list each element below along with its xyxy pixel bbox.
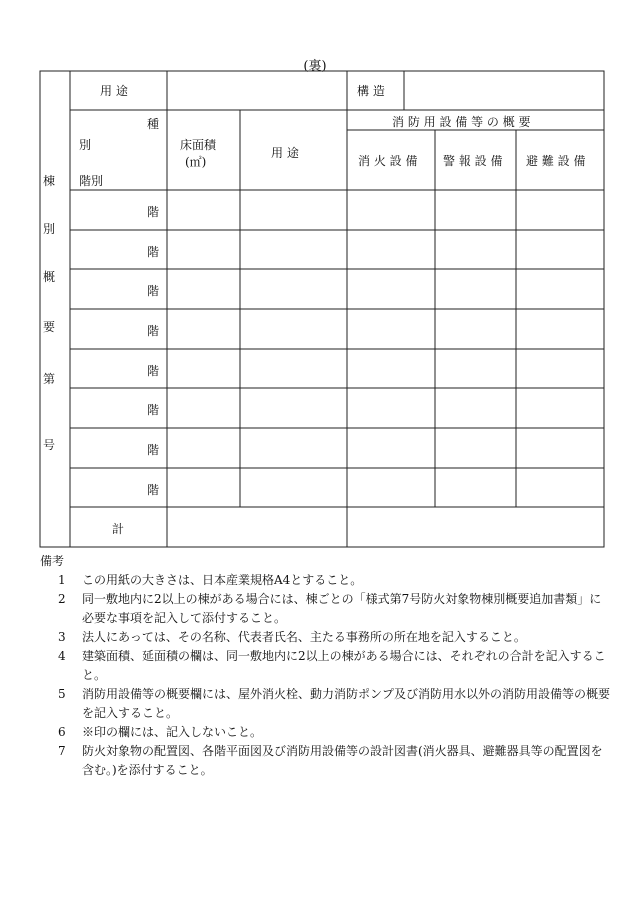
note-item [40,723,610,742]
note-number: 6 [58,725,66,739]
floor-row-label: 階 [147,364,160,378]
evacuation-equipment-header: 避 難 設 備 [526,154,586,168]
usage-column-header: 用 途 [271,146,299,160]
note-number: 4 [58,649,66,663]
floor-area-unit: (㎡) [185,155,207,169]
floor-row-label: 階 [147,443,160,457]
total-row-label: 計 [112,522,125,536]
side-label-char: 概 [43,270,56,284]
side-label-char: 第 [43,372,56,386]
note-number: 5 [58,687,66,701]
note-number: 2 [58,592,66,606]
note-text: 法人にあっては、その名称、代表者氏名、主たる事務所の所在地を記入すること。 [82,630,526,644]
floor-row-label: 階 [147,205,160,219]
floor-row-label: 階 [147,284,160,298]
floor-row-label: 階 [147,483,160,497]
floor-row-label: 階 [147,324,160,338]
structure-header-label: 構 造 [357,84,385,98]
note-text: 消防用設備等の概要欄には、屋外消火栓、動力消防ポンプ及び消防用水以外の消防用設備等の概要を記入すること。 [82,687,611,720]
side-label-char: 棟 [43,174,56,188]
note-item [40,647,610,685]
floor-area-header: 床面積 [180,138,217,152]
fire-equipment-overview-header: 消 防 用 設 備 等 の 概 要 [392,115,531,129]
notes-title: 備考 [40,554,65,568]
floor-header-label: 階別 [79,174,104,188]
floor-row-label: 階 [147,403,160,417]
note-number: 3 [58,630,66,644]
note-number: 7 [58,744,66,758]
note-item [40,571,610,590]
usage-header-label: 用 途 [100,84,128,98]
note-number: 1 [58,573,66,587]
note-text: 同一敷地内に2以上の棟がある場合には、棟ごとの「様式第7号防火対象物棟別概要追加書類」に必要な事項を記入して添付すること。 [82,592,602,625]
note-text: 建築面積、延面積の欄は、同一敷地内に2以上の棟がある場合には、それぞれの合計を記入すること。 [82,649,606,682]
note-text: この用紙の大きさは、日本産業規格A4とすること。 [82,573,363,587]
note-item [40,628,610,647]
alarm-equipment-header: 警 報 設 備 [443,154,503,168]
side-label-char: 別 [43,222,56,236]
note-item [40,685,610,723]
kind-header-mid: 別 [79,138,92,152]
page-side-label: (裏) [303,59,327,74]
note-item [40,590,610,628]
notes-section [40,552,610,780]
kind-header-top: 種 [147,117,160,131]
extinguishing-equipment-header: 消 火 設 備 [358,154,418,168]
note-text: ※印の欄には、記入しないこと。 [82,725,263,739]
note-text: 防火対象物の配置図、各階平面図及び消防用設備等の設計図書(消火器具、避難器具等の配置図を含む。)を添付すること。 [82,744,603,777]
floor-row-label: 階 [147,245,160,259]
side-label-char: 要 [43,320,56,334]
note-item [40,742,610,780]
side-label-char: 号 [43,438,56,452]
